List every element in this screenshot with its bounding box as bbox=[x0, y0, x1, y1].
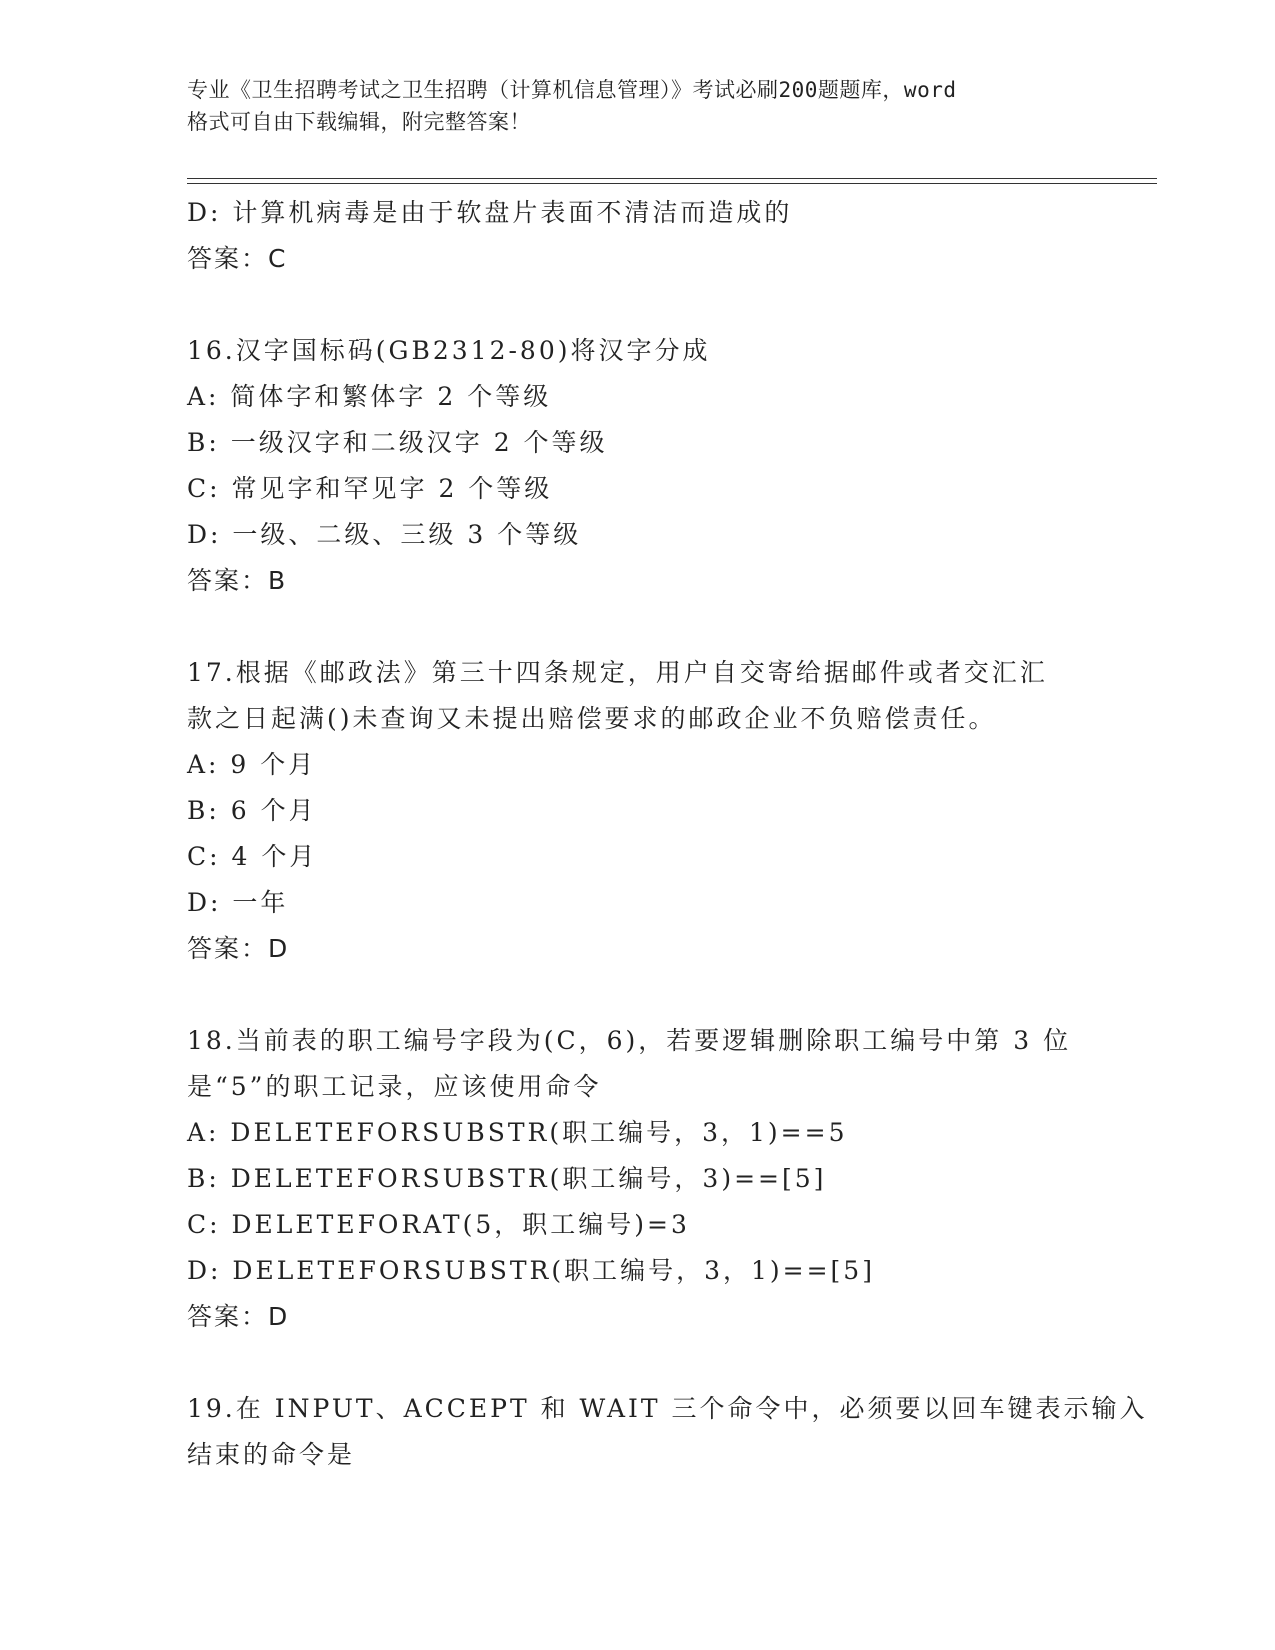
q16-option-c: C: 常见字和罕见字 2 个等级 bbox=[187, 474, 553, 503]
header-line-2: 格式可自由下载编辑，附完整答案！ bbox=[187, 110, 531, 134]
spacer bbox=[187, 282, 1107, 328]
q17-stem-line-1: 17.根据《邮政法》第三十四条规定，用户自交寄给据邮件或者交汇汇 bbox=[187, 658, 1048, 687]
q18-option-c: C: DELETEFORAT(5，职工编号)=3 bbox=[187, 1210, 690, 1239]
question-content bbox=[187, 190, 1148, 1478]
q18-stem-line-1: 18.当前表的职工编号字段为(C，6)，若要逻辑删除职工编号中第 3 位 bbox=[187, 1026, 1072, 1055]
q19-stem-line-2: 结束的命令是 bbox=[187, 1440, 356, 1469]
document-header bbox=[187, 74, 1087, 138]
q16-answer: 答案：B bbox=[187, 566, 288, 595]
q18-stem-line-2: 是“5”的职工记录，应该使用命令 bbox=[187, 1072, 602, 1101]
header-divider-bottom bbox=[187, 183, 1157, 184]
q15-option-d: D: 计算机病毒是由于软盘片表面不清洁而造成的 bbox=[187, 198, 793, 227]
q18-answer: 答案：D bbox=[187, 1302, 290, 1331]
q16-stem: 16.汉字国标码(GB2312-80)将汉字分成 bbox=[187, 336, 711, 365]
q17-option-a: A: 9 个月 bbox=[187, 750, 317, 779]
header-line-1: 专业《卫生招聘考试之卫生招聘（计算机信息管理）》考试必刷200题题库，word bbox=[187, 78, 957, 102]
q18-option-d: D: DELETEFORSUBSTR(职工编号，3，1)==[5] bbox=[187, 1256, 875, 1285]
q16-option-a: A: 简体字和繁体字 2 个等级 bbox=[187, 382, 552, 411]
q15-answer: 答案：C bbox=[187, 244, 288, 273]
spacer bbox=[187, 604, 1107, 650]
q17-answer: 答案：D bbox=[187, 934, 290, 963]
q17-stem-line-2: 款之日起满()未查询又未提出赔偿要求的邮政企业不负赔偿责任。 bbox=[187, 704, 997, 733]
q17-option-d: D: 一年 bbox=[187, 888, 289, 917]
q18-option-a: A: DELETEFORSUBSTR(职工编号，3，1)==5 bbox=[187, 1118, 848, 1147]
q16-option-b: B: 一级汉字和二级汉字 2 个等级 bbox=[187, 428, 608, 457]
spacer bbox=[187, 972, 1107, 1018]
q19-stem-line-1: 19.在 INPUT、ACCEPT 和 WAIT 三个命令中，必须要以回车键表示输入 bbox=[187, 1394, 1148, 1423]
header-divider-top bbox=[187, 178, 1157, 179]
q16-option-d: D: 一级、二级、三级 3 个等级 bbox=[187, 520, 582, 549]
q17-option-c: C: 4 个月 bbox=[187, 842, 318, 871]
q17-option-b: B: 6 个月 bbox=[187, 796, 317, 825]
spacer bbox=[187, 1340, 1107, 1386]
q18-option-b: B: DELETEFORSUBSTR(职工编号，3)==[5] bbox=[187, 1164, 827, 1193]
